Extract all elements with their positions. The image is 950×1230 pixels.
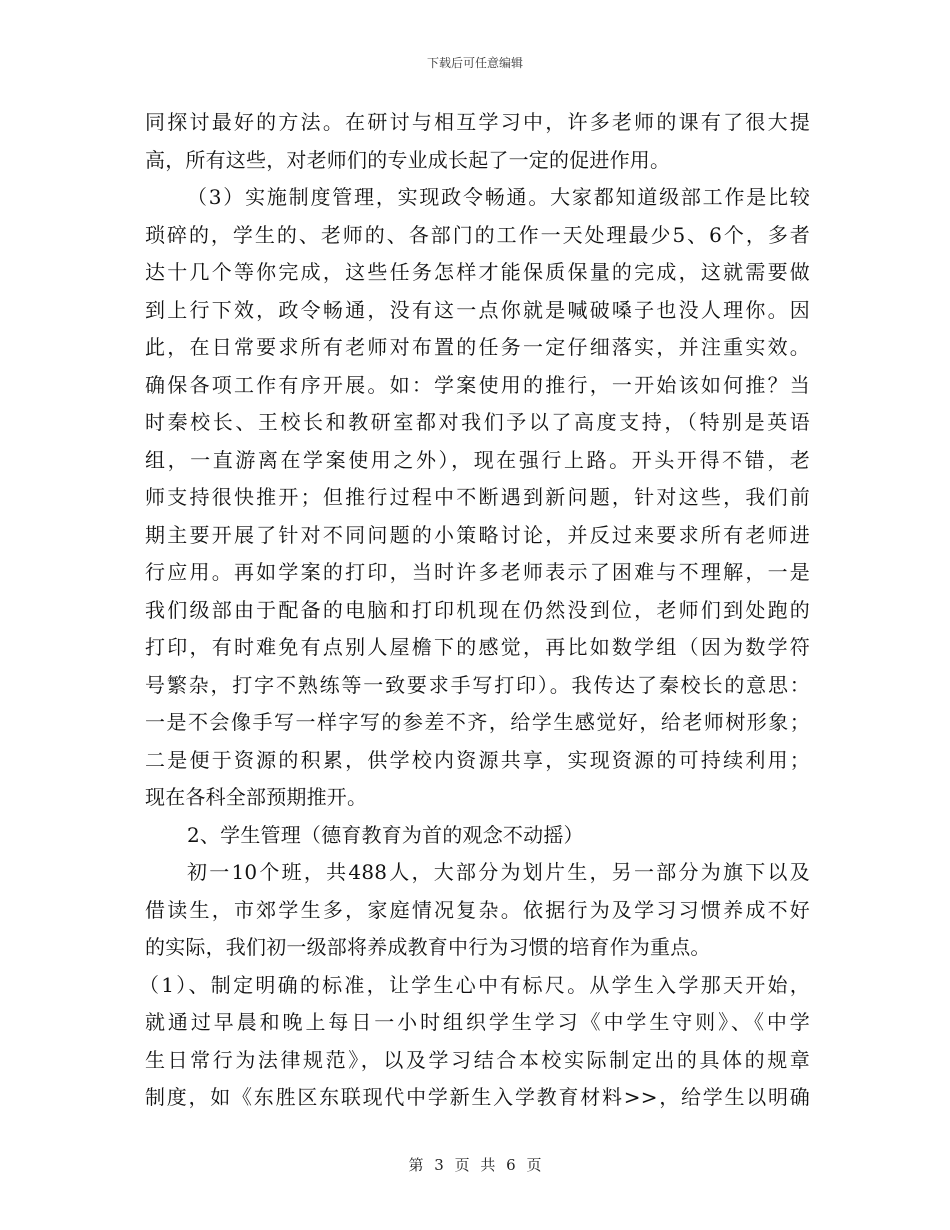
text-line: 制度，如《东胜区东联现代中学新生入学教育材料>>，给学生以明确 — [145, 1085, 810, 1109]
text-line: 二是便于资源的积累，供学校内资源共享，实现资源的可持续利用； — [145, 747, 810, 772]
text-line: 的实际，我们初一级部将养成教育中行为习惯的培育作为重点。 — [145, 935, 711, 959]
text-line: 就通过早晨和晚上每日一小时组织学生学习《中学生守则》、《中学 — [145, 1010, 810, 1034]
text-line: 此，在日常要求所有老师对布置的任务一定仔细落实，并注重实效。 — [145, 335, 810, 359]
page-header: 下载后可任意编辑 — [426, 56, 523, 70]
page-footer: 第 3 页 共 6 页 — [408, 1156, 542, 1174]
text-line: 师支持很快推开；但推行过程中不断遇到新问题，针对这些，我们前 — [145, 485, 810, 509]
text-line: 现在各科全部预期推开。 — [145, 785, 368, 809]
text-line: 号繁杂，打字不熟练等一致要求手写打印）。我传达了秦校长的意思： — [145, 672, 810, 697]
text-line: 期主要开展了针对不同问题的小策略讨论，并反过来要求所有老师进 — [145, 522, 810, 547]
text-line: 同探讨最好的方法。在研讨与相互学习中，许多老师的课有了很大提 — [145, 110, 810, 134]
text-line: 行应用。再如学案的打印，当时许多老师表示了困难与不理解，一是 — [145, 560, 810, 584]
text-line: 达十几个等你完成，这些任务怎样才能保质保量的完成，这就需要做 — [145, 260, 810, 284]
text-line: 生日常行为法律规范》，以及学习结合本校实际制定出的具体的规章 — [145, 1047, 810, 1072]
text-line: 时秦校长、王校长和教研室都对我们予以了高度支持，（特别是英语 — [145, 410, 810, 434]
text-line: 高，所有这些，对老师们的专业成长起了一定的促进作用。 — [145, 147, 671, 172]
text-line: （3）实施制度管理，实现政令畅通。大家都知道级部工作是比较 — [187, 185, 810, 209]
section-heading: 2、学生管理（德育教育为首的观念不动摇） — [187, 822, 584, 847]
text-line: 我们级部由于配备的电脑和打印机现在仍然没到位，老师们到处跑的 — [145, 597, 810, 622]
text-line: 打印，有时难免有点别人屋檐下的感觉，再比如数学组（因为数学符 — [145, 635, 810, 659]
text-line: 到上行下效，政令畅通，没有这一点你就是喊破嗓子也没人理你。因 — [145, 297, 810, 322]
text-line: 组，一直游离在学案使用之外），现在强行上路。开头开得不错，老 — [145, 447, 810, 472]
text-line: 确保各项工作有序开展。如：学案使用的推行，一开始该如何推？当 — [145, 372, 810, 397]
document-body — [139, 104, 810, 1117]
text-line: 初一10个班，共488人，大部分为划片生，另一部分为旗下以及 — [187, 860, 810, 884]
text-line: 琐碎的，学生的、老师的、各部门的工作一天处理最少5、6个，多者 — [145, 222, 810, 247]
text-line: （1）、制定明确的标准，让学生心中有标尺。从学生入学那天开始， — [139, 972, 810, 997]
text-line: 一是不会像手写一样字写的参差不齐，给学生感觉好，给老师树形象； — [145, 710, 810, 734]
text-line: 借读生，市郊学生多，家庭情况复杂。依据行为及学习习惯养成不好 — [145, 897, 810, 922]
